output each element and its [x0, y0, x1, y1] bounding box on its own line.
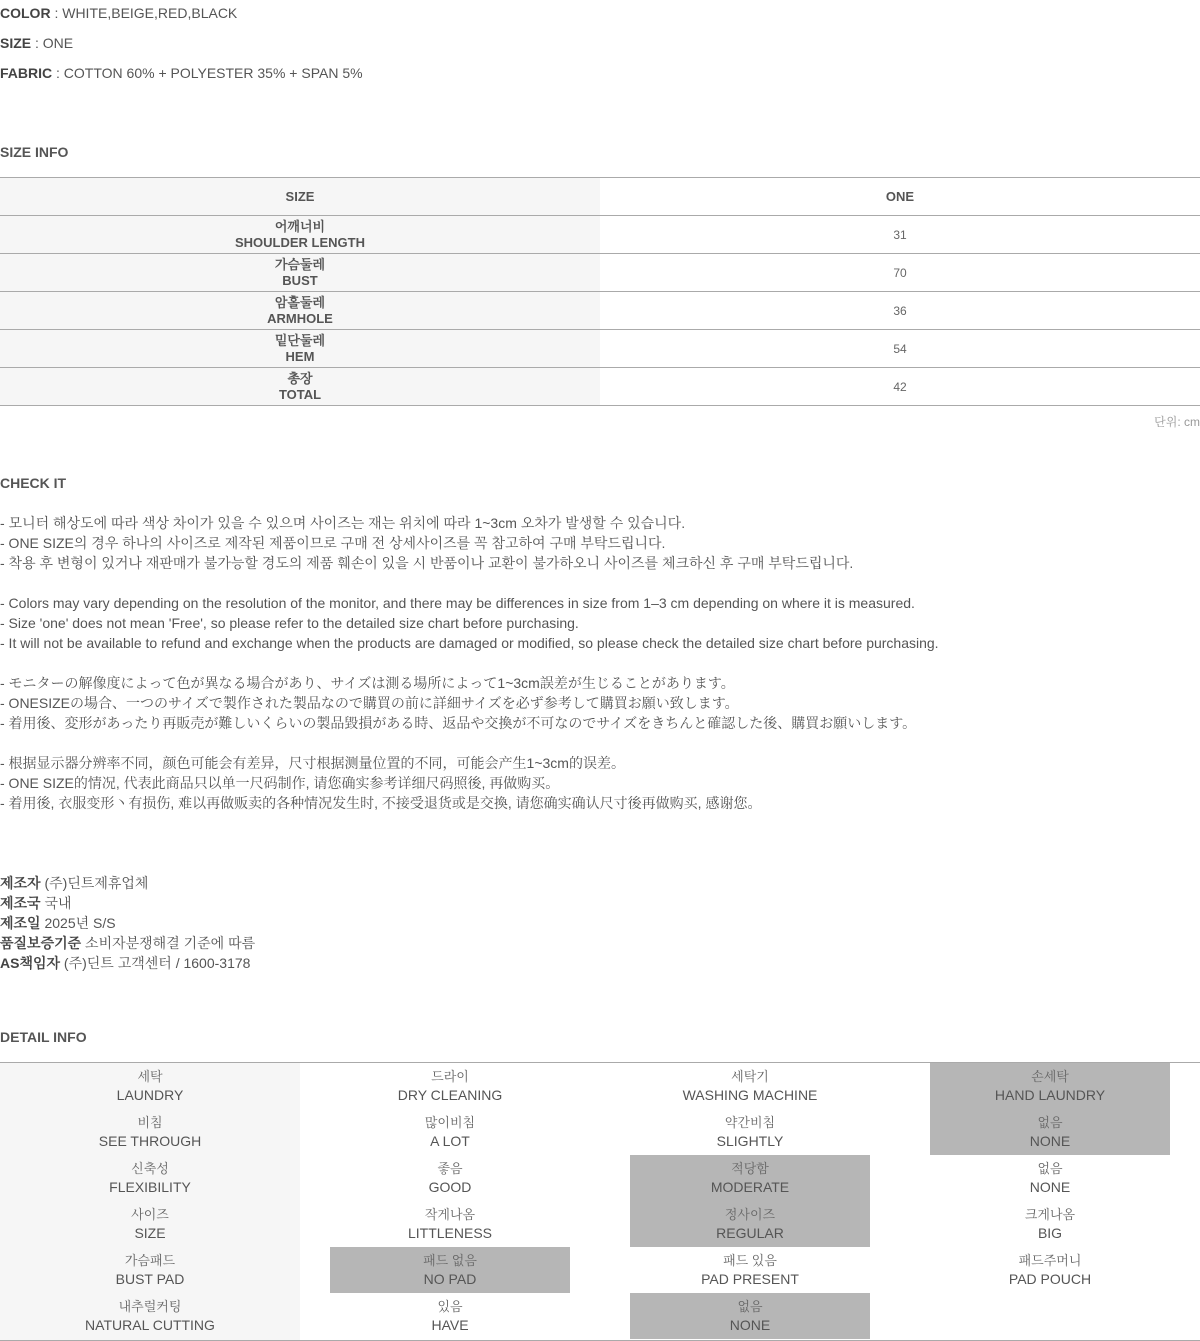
detail-label-en: LAUNDRY [116, 1087, 184, 1103]
detail-category [0, 1155, 300, 1201]
size-row-armhole [0, 292, 1200, 330]
detail-label-en: LITTLENESS [407, 1225, 493, 1241]
spec-color [0, 5, 237, 21]
detail-label-en: REGULAR [716, 1225, 784, 1241]
size-row-label [0, 292, 600, 329]
size-row-en: TOTAL [278, 386, 322, 402]
detail-label-ko: 적당함 [731, 1161, 769, 1176]
size-header-value: ONE [885, 189, 915, 204]
size-row-en: BUST [282, 272, 318, 288]
size-row-en: SHOULDER LENGTH [235, 234, 365, 250]
spec-color-value: : WHITE,BEIGE,RED,BLACK [50, 5, 238, 21]
detail-label-en: HAND LAUNDRY [994, 1087, 1106, 1103]
detail-option-selected [630, 1155, 870, 1201]
size-row-label [0, 330, 600, 367]
detail-label-ko: 없음 [1037, 1161, 1063, 1176]
maker-row [0, 873, 255, 893]
detail-option [300, 1109, 600, 1155]
detail-label-en: PAD PRESENT [701, 1271, 799, 1287]
detail-label-ko: 패드 있음 [723, 1253, 777, 1268]
check-line: - 根据显示器分辨率不同，颜色可能会有差异，尺寸根据测量位置的不同，可能会产生1~3cm的误差。 [0, 755, 625, 771]
maker-value: 국내 [40, 895, 72, 911]
detail-label-en: HAVE [431, 1317, 469, 1333]
detail-label-en: PAD POUCH [1008, 1271, 1092, 1287]
detail-option [900, 1201, 1200, 1247]
size-row-total [0, 368, 1200, 406]
detail-label-ko: 패드 없음 [423, 1253, 477, 1268]
detail-label-ko: 손세탁 [1031, 1069, 1069, 1084]
check-line: - モニターの解像度によって色が異なる場合があり、サイズは測る場所によって1~3cm誤差が生じることがあります。 [0, 675, 735, 691]
size-row-value: 54 [893, 341, 907, 356]
detail-option [600, 1109, 900, 1155]
detail-label-ko: 사이즈 [131, 1207, 169, 1222]
detail-label-ko: 신축성 [131, 1161, 169, 1176]
spec-size [0, 35, 73, 51]
spec-color-label: COLOR [0, 5, 51, 21]
maker-value: (주)딘트제휴업체 [40, 875, 149, 891]
spacer [0, 733, 939, 753]
size-row-label [0, 368, 600, 405]
detail-option [300, 1155, 600, 1201]
detail-label-ko: 작게나옴 [424, 1207, 476, 1222]
spacer [0, 653, 939, 673]
maker-label: 제조국 [0, 895, 41, 911]
detail-option [300, 1293, 600, 1339]
detail-label-en: BIG [1037, 1225, 1063, 1241]
detail-grid [0, 1062, 1200, 1341]
detail-label-en: SEE THROUGH [98, 1133, 202, 1149]
detail-label-ko: 있음 [437, 1299, 463, 1314]
detail-option [600, 1247, 900, 1293]
detail-info-title: DETAIL INFO [0, 1029, 87, 1045]
maker-info [0, 873, 255, 973]
check-line: - ONE SIZE的情况, 代表此商品只以单一尺码制作, 请您确实参考详细尺码照後, 再做购买。 [0, 775, 560, 791]
check-it-text [0, 513, 939, 813]
detail-option-selected [930, 1063, 1170, 1109]
maker-row [0, 953, 255, 973]
detail-option [900, 1155, 1200, 1201]
detail-label-ko: 없음 [1037, 1115, 1063, 1130]
detail-option [600, 1063, 900, 1109]
maker-row [0, 933, 255, 953]
check-line: - 着用後, 衣服变形丶有损伤, 难以再做贩卖的各种情况发生时, 不接受退货或是交換, 请您确实确认尺寸後再做购买, 感谢您。 [0, 795, 762, 811]
size-table-header [0, 178, 1200, 216]
size-row-value: 42 [893, 379, 907, 394]
size-row-value: 31 [893, 227, 907, 242]
size-row-value: 70 [893, 265, 907, 280]
size-row-ko: 총장 [287, 370, 313, 386]
size-row-bust [0, 254, 1200, 292]
size-row-ko: 밑단둘레 [274, 332, 326, 348]
detail-category [0, 1247, 300, 1293]
maker-value: 2025년 S/S [40, 915, 116, 931]
size-row-hem [0, 330, 1200, 368]
detail-label-en: NONE [729, 1317, 771, 1333]
detail-option [300, 1063, 600, 1109]
detail-option-selected [630, 1293, 870, 1339]
detail-category [0, 1109, 300, 1155]
check-line: - It will not be available to refund and exchange when the products are damaged or modified, so please check the detailed size chart before purchasing. [0, 635, 939, 651]
detail-option [900, 1247, 1200, 1293]
size-row-ko: 암홀둘레 [274, 294, 326, 310]
detail-label-ko: 많이비침 [424, 1115, 476, 1130]
spec-fabric-value: : COTTON 60% + POLYESTER 35% + SPAN 5% [52, 65, 363, 81]
size-row-en: ARMHOLE [267, 310, 333, 326]
check-line: - 着用後、変形があったり再販売が難しいくらいの製品毀損がある時、返品や交換が不可なのでサイズをきちんと確認した後、購買お願いします。 [0, 715, 917, 731]
detail-label-en: NO PAD [423, 1271, 477, 1287]
size-row-ko: 가슴둘레 [274, 256, 326, 272]
detail-option [300, 1201, 600, 1247]
detail-label-en: NONE [1029, 1133, 1071, 1149]
detail-label-en: BUST PAD [115, 1271, 185, 1287]
maker-row [0, 893, 255, 913]
detail-label-ko: 세탁기 [731, 1069, 769, 1084]
detail-label-en: NONE [1029, 1179, 1071, 1195]
check-line: - 모니터 해상도에 따라 색상 차이가 있을 수 있으며 사이즈는 재는 위치에 따라 1~3cm 오차가 발생할 수 있습니다. [0, 515, 686, 531]
detail-label-en: A LOT [430, 1133, 470, 1149]
detail-label-ko: 정사이즈 [724, 1207, 776, 1222]
detail-label-ko: 비침 [137, 1115, 163, 1130]
size-table [0, 177, 1200, 406]
unit-note: 단위: cm [1154, 415, 1200, 429]
size-row-shoulder [0, 216, 1200, 254]
spec-size-value: : ONE [31, 35, 74, 51]
size-row-value: 36 [893, 303, 907, 318]
detail-label-en: SIZE [134, 1225, 166, 1241]
detail-label-ko: 드라이 [431, 1069, 469, 1084]
detail-option-selected [930, 1109, 1170, 1155]
size-row-label [0, 216, 600, 253]
check-line: - Size 'one' does not mean 'Free', so please refer to the detailed size chart before purchasing. [0, 615, 579, 631]
size-row-label [0, 254, 600, 291]
check-line: - Colors may vary depending on the resolution of the monitor, and there may be differences in size from 1–3 cm depending on where it is measured. [0, 595, 915, 611]
detail-label-ko: 크게나옴 [1024, 1207, 1076, 1222]
maker-label: AS책임자 [0, 955, 61, 971]
detail-label-ko: 좋음 [437, 1161, 463, 1176]
check-it-title: CHECK IT [0, 475, 67, 491]
detail-label-en: DRY CLEANING [397, 1087, 503, 1103]
detail-label-en: FLEXIBILITY [109, 1179, 191, 1195]
check-line: - 착용 후 변형이 있거나 재판매가 불가능할 경도의 제품 훼손이 있을 시 반품이나 교환이 불가하오니 사이즈를 체크하신 후 구매 부탁드립니다. [0, 555, 854, 571]
detail-label-ko: 약간비침 [724, 1115, 776, 1130]
detail-label-en: NATURAL CUTTING [85, 1317, 215, 1333]
detail-option-selected [630, 1201, 870, 1247]
maker-label: 제조일 [0, 915, 41, 931]
maker-label: 품질보증기준 [0, 935, 82, 951]
detail-label-ko: 세탁 [137, 1069, 163, 1084]
detail-category [0, 1063, 300, 1109]
check-line: - ONESIZEの場合、一つのサイズで製作された製品なので購買の前に詳細サイズを必ず参考して購買お願い致します。 [0, 695, 739, 711]
detail-label-ko: 가슴패드 [124, 1253, 176, 1268]
detail-label-ko: 없음 [737, 1299, 763, 1314]
detail-option-selected [330, 1247, 570, 1293]
maker-label: 제조자 [0, 875, 41, 891]
size-info-title: SIZE INFO [0, 144, 69, 160]
spacer [0, 573, 939, 593]
detail-label-ko: 패드주머니 [1018, 1253, 1082, 1268]
size-row-ko: 어깨너비 [274, 218, 326, 234]
size-header-label: SIZE [0, 178, 600, 215]
check-line: - ONE SIZE의 경우 하나의 사이즈로 제작된 제품이므로 구매 전 상세사이즈를 꼭 참고하여 구매 부탁드립니다. [0, 535, 666, 551]
size-row-en: HEM [285, 348, 315, 364]
detail-label-en: MODERATE [710, 1179, 790, 1195]
spec-fabric [0, 65, 363, 81]
maker-row [0, 913, 255, 933]
maker-value: 소비자분쟁해결 기준에 따름 [81, 935, 256, 951]
detail-category [0, 1293, 300, 1339]
detail-category [0, 1201, 300, 1247]
maker-value: (주)딘트 고객센터 / 1600-3178 [60, 955, 251, 971]
spec-fabric-label: FABRIC [0, 65, 53, 81]
detail-label-ko: 내추럴커팅 [118, 1299, 182, 1314]
detail-label-en: WASHING MACHINE [682, 1087, 818, 1103]
detail-label-en: SLIGHTLY [716, 1133, 784, 1149]
spec-size-label: SIZE [0, 35, 32, 51]
detail-label-en: GOOD [428, 1179, 472, 1195]
